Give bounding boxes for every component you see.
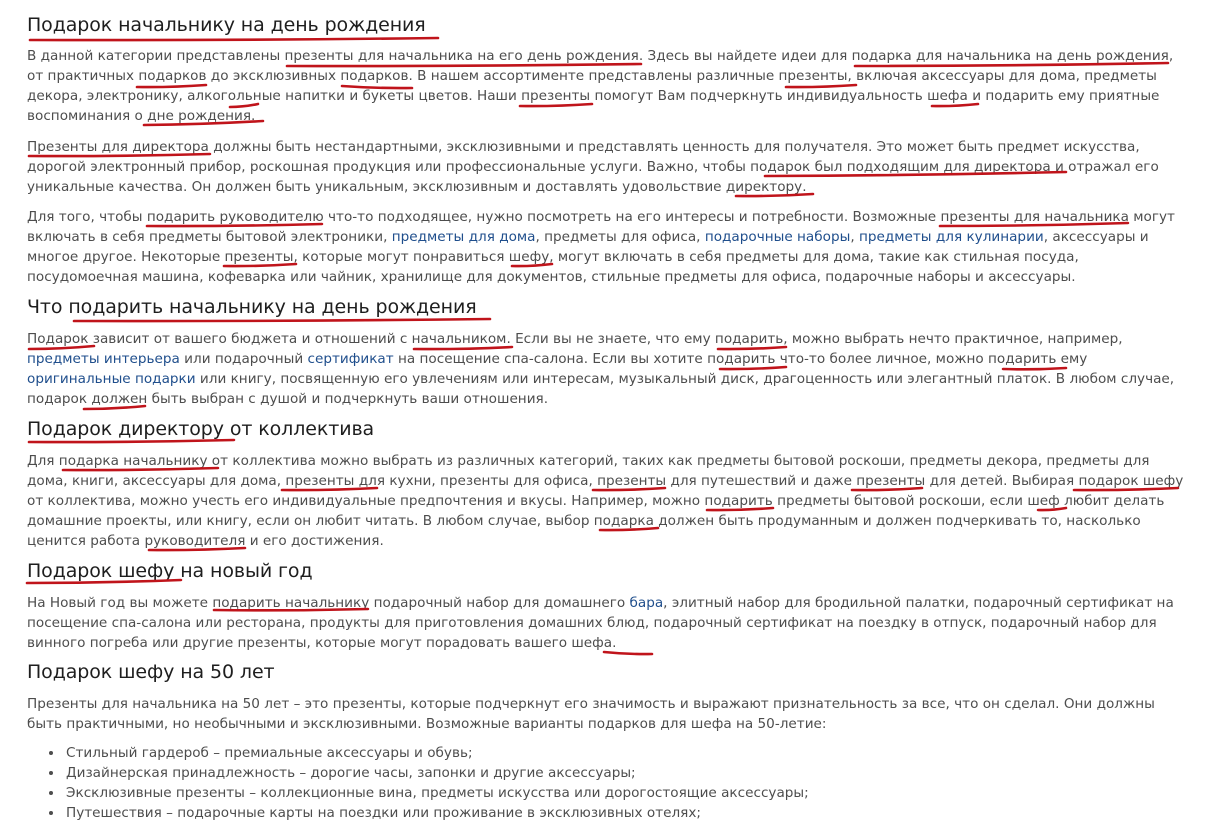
text-run: или подарочный — [179, 351, 308, 367]
list-item: • Эксклюзивные презенты – коллекционные вина, предметы искусства или дорогостоящие аксессуары; — [64, 783, 809, 803]
text-run: , предметы для офиса, — [535, 229, 705, 245]
list-item: • Стильный гардероб – премиальные аксессуары и обувь; — [64, 743, 809, 763]
inline-link[interactable]: сертификат — [307, 351, 394, 367]
text-run: Подарок зависит от вашего бюджета и отношений с начальником. Если вы не знаете, что ему подарить, можно выбрать нечто практичное, например, — [27, 331, 1123, 347]
gift-ideas-list — [46, 743, 809, 823]
text-run: Презенты для начальника на 50 лет – это презенты, которые подчеркнут его значимость и выражают признательность за все, что он сделал. Они должны быть практичными, но необычными и эксклюзивными. Возможные варианты подарков для шефа на 50-летие: — [27, 696, 1155, 732]
paragraph — [27, 451, 1187, 551]
inline-link[interactable]: оригинальные подарки — [27, 371, 196, 387]
red-underline-stroke — [30, 38, 438, 40]
text-run: , элитный набор для бродильной палатки, подарочный сертификат на посещение спа-салона или ресторана, продукты для приготовления домашних блюд, подарочный сертификат на поездку в отпуск, подарочный набор для винного погреба или другие презенты, которые могут порадовать вашего шефа. — [27, 595, 1174, 651]
inline-link[interactable]: бара — [629, 595, 664, 611]
list-item: • Дизайнерская принадлежность – дорогие часы, запонки и другие аксессуары; — [64, 763, 809, 783]
text-run: В данной категории представлены презенты для начальника на его день рождения. Здесь вы найдете идеи для подарка для начальника на день рождения, от практичных подарков до эксклюзивных подарков. В нашем ассортименте представлены различные презенты, включая аксессуары для дома, предметы декора, электронику, алкогольные напитки и букеты цветов. Наши презенты помогут Вам подчеркнуть индивидуальность шефа и подарить ему приятные воспоминания о дне рождения. — [27, 48, 1174, 124]
paragraph — [27, 207, 1187, 287]
inline-link[interactable]: предметы интерьера — [27, 351, 180, 367]
text-run: Презенты для директора должны быть нестандартными, эксклюзивными и представлять ценность для получателя. Это может быть предмет искусства, дорогой электронный прибор, роскошная продукция или профессиональные услуги. Важно, чтобы подарок был подходящим для директора и отражал его уникальные качества. Он должен быть уникальным, эксклюзивным и доставлять удовольствие директору. — [27, 139, 1159, 195]
section-heading: Подарок шефу на 50 лет — [27, 661, 275, 683]
text-run: на посещение спа-салона. Если вы хотите подарить что-то более личное, можно подарить ему — [393, 351, 1088, 367]
inline-link[interactable]: предметы для дома — [391, 229, 536, 245]
text-run: На Новый год вы можете подарить начальнику подарочный набор для домашнего — [27, 595, 630, 611]
paragraph — [27, 46, 1187, 126]
section-heading: Подарок начальнику на день рождения — [27, 14, 426, 36]
section-heading: Подарок шефу на новый год — [27, 560, 313, 582]
text-run: , — [850, 229, 859, 245]
inline-link[interactable]: предметы для кулинарии — [858, 229, 1044, 245]
section-heading: Подарок директору от коллектива — [27, 418, 375, 440]
text-run: , аксессуары и многое другое. Некоторые презенты, которые могут понравиться шефу, могут включать в себя предметы для дома, такие как стильная посуда, посудомоечная машина, кофеварка или чайник, хранилище для документов, стильные предметы для офиса, подарочные наборы и аксессуары. — [27, 229, 1149, 285]
text-run: Для того, чтобы подарить руководителю что-то подходящее, нужно посмотреть на его интересы и потребности. Возможные презенты для начальника могут включать в себя предметы бытовой электроники, — [27, 209, 1175, 245]
red-underline-stroke — [74, 319, 490, 321]
list-item: • Путешествия – подарочные карты на поездки или проживание в эксклюзивных отелях; — [64, 803, 809, 823]
paragraph — [27, 137, 1187, 197]
paragraph — [27, 329, 1187, 409]
inline-link[interactable]: подарочные наборы — [704, 229, 851, 245]
text-run: Для подарка начальнику от коллектива можно выбрать из различных категорий, таких как предметы бытовой роскоши, предметы декора, предметы для дома, книги, аксессуары для дома, презенты для кухни, презенты для офиса, презенты для путешествий и даже презенты для детей. Выбирая подарок шефу от коллектива, можно учесть его индивидуальные предпочтения и вкусы. Например, можно подарить предметы бытовой роскоши, если шеф любит делать домашние проекты, или книгу, если он любит читать. В любом случае, выбор подарка должен быть продуманным и должен подчеркивать то, насколько ценится работа руководителя и его достижения. — [27, 453, 1184, 549]
text-run: или книгу, посвященную его увлечениям или интересам, музыкальный диск, драгоценность или элегантный платок. В любом случае, подарок должен быть выбран с душой и подчеркнуть ваши отношения. — [27, 371, 1175, 407]
section-heading: Что подарить начальнику на день рождения — [27, 296, 477, 318]
paragraph — [27, 593, 1187, 653]
paragraph — [27, 694, 1187, 734]
